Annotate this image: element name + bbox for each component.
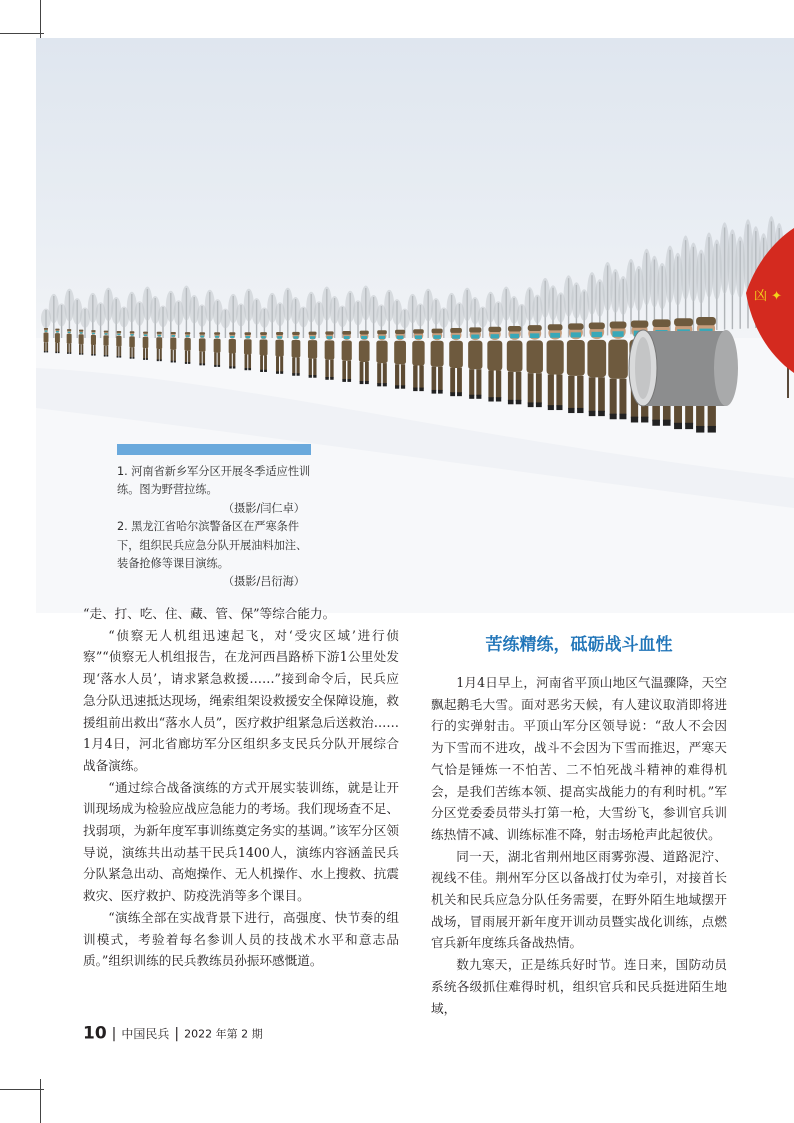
tree-line	[41, 216, 784, 338]
paragraph: 1月4日早上，河南省平顶山地区气温骤降，天空飘起鹅毛大雪。面对恶劣天候，有人建议取消即将进行的实弹射击。平顶山军分区领导说：“敌人不会因为下雪而不进攻，战斗不会因为下雪而推迟，严寒天气恰是锤炼一不怕苦、二不怕死战斗精神的难得机会，是我们苦练本领、提高实战能力的有利时机。”军分区党委委员带头打第一枪，大雪纷飞，参训官兵训练热情不减、训练标准不降，射击场枪声此起彼伏。	[431, 675, 727, 842]
concrete-pipe	[629, 330, 738, 406]
paragraph: “演练全部在实战背景下进行，高强度、快节奏的组训模式，考验着每名参训人员的技战术水平和意志品质。”组织训练的民兵教练员孙振环感慨道。	[83, 909, 399, 969]
magazine-name: 中国民兵	[121, 1027, 170, 1041]
page-footer	[83, 1023, 263, 1044]
paragraph: “侦察无人机组迅速起飞，对‘受灾区域’进行侦察”“侦察无人机组报告，在龙河西昌路桥下游1公里处发现‘落水人员’，请求紧急救援……”接到命令后，民兵应急分队迅速抵达现场，绳索组架设救援安全保障设施，救援组前出救出“落水人员”，医疗救护组紧急后送救治……1月4日，河北省廊坊军分区组织多支民兵分队开展综合战备演练。	[83, 627, 399, 773]
footer-separator: |	[111, 1025, 117, 1042]
page-number: 10	[83, 1023, 107, 1044]
crop-mark-bottom-left-v	[40, 1079, 41, 1123]
crop-mark-bottom-left-h	[0, 1089, 44, 1090]
left-column	[83, 603, 399, 972]
caption-accent-bar	[117, 444, 311, 455]
footer-separator: |	[174, 1025, 180, 1042]
caption-credit-1: （摄影/闫仁卓）	[222, 501, 305, 515]
paragraph: “通过综合战备演练的方式开展实装训练，就是让开训现场成为检验应战应急能力的考场。我们现场查不足、找弱项，为新年度军事训练奠定务实的基调。”该军分区领导说，演练共出动基干民兵1400人，演练内容涵盖民兵分队紧急出动、高炮操作、无人机操作、水上搜救、抗震救灾、医疗救护、防疫洗消等多个课目。	[83, 779, 399, 904]
section-heading: 苦练精练，砥砺战斗血性	[485, 635, 673, 655]
caption-item-2: 2. 黑龙江省哈尔滨警备区在严寒条件下，组织民兵应急分队开展油料加注、装备抢修等课目演练。	[117, 520, 308, 571]
paragraph: 数九寒天，正是练兵好时节。连日来，国防动员系统各级抓住难得时机，组织官兵和民兵挺进陌生地域，	[431, 957, 727, 1016]
caption-item-1: 1. 河南省新乡军分区开展冬季适应性训练。图为野营拉练。	[117, 465, 311, 497]
paragraph: 同一天，湖北省荆州地区雨雾弥漫、道路泥泞、视线不佳。荆州军分区以备战打仗为牵引，对接首长机关和民兵应急分队任务需要，在野外陌生地域摆开战场，冒雨展开新年度开训动员暨实战化训练，点燃官兵新年度练兵备战热情。	[431, 848, 727, 951]
issue-label: 2022 年第 2 期	[184, 1027, 263, 1041]
caption-credit-2: （摄影/吕衍海）	[222, 575, 305, 589]
flag-emblem: 凶 ✦	[754, 289, 783, 304]
right-column	[431, 672, 727, 1019]
paragraph: “走、打、吃、住、藏、管、保”等综合能力。	[83, 606, 336, 621]
photo-caption	[117, 463, 313, 592]
crop-mark-top-left-h	[0, 33, 44, 34]
